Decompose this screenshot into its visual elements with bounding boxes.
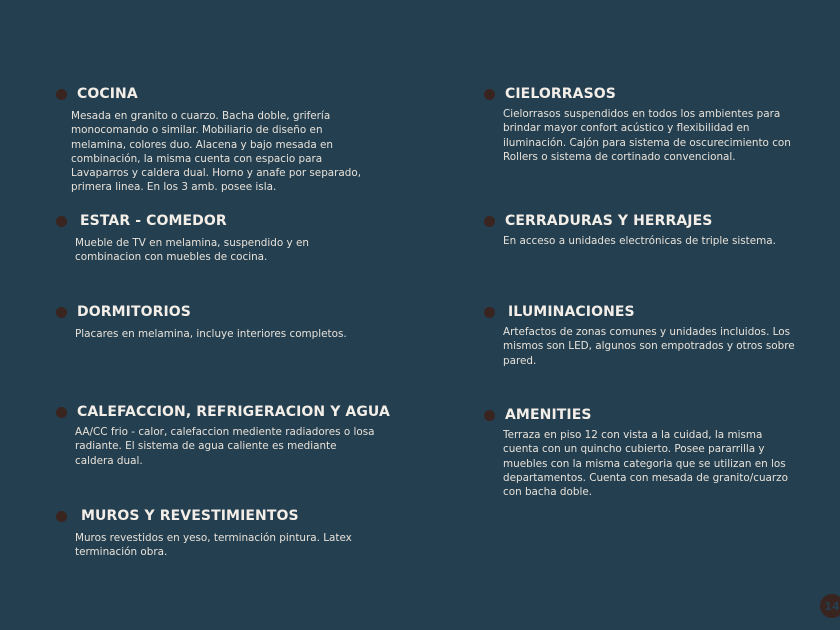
section-heading xyxy=(56,213,378,229)
section-title: ILUMINACIONES xyxy=(508,304,635,320)
section-body: Mesada en granito o cuarzo. Bacha doble, grifería monocomando o similar. Mobiliario de diseño en melamina, colores duo. Alacena y bajo mesada en combinación, la misma cuenta con espacio para Lavaparros y caldera dual. Horno y anafe por separado, primera linea. En los 3 amb. posee isla. xyxy=(71,110,362,194)
section-title: COCINA xyxy=(77,86,138,102)
section-heading xyxy=(56,304,378,320)
section-heading xyxy=(56,508,378,524)
section-body: En acceso a unidades electrónicas de triple sistema. xyxy=(503,235,776,247)
section-title: CALEFACCION, REFRIGERACION Y AGUA xyxy=(77,404,390,420)
bullet-icon xyxy=(56,89,67,100)
section-body: AA/CC frio - calor, calefaccion mediente radiadores o losa radiante. El sistema de agua caliente es mediante caldera dual. xyxy=(75,426,375,467)
section-heading xyxy=(484,304,804,320)
section-body: Muros revestidos en yeso, terminación pintura. Latex terminación obra. xyxy=(75,532,352,559)
section-dormitorios xyxy=(56,304,378,341)
section-title: ESTAR - COMEDOR xyxy=(80,213,227,229)
section-heading xyxy=(56,86,378,102)
section-heading xyxy=(484,407,804,423)
bullet-icon xyxy=(484,410,495,421)
section-heading xyxy=(484,213,804,229)
section-title: AMENITIES xyxy=(505,407,592,423)
bullet-icon xyxy=(56,307,67,318)
section-title: CERRADURAS Y HERRAJES xyxy=(505,213,713,229)
page-number-badge: 14 xyxy=(820,594,840,618)
section-heading xyxy=(484,86,804,102)
section-title: MUROS Y REVESTIMIENTOS xyxy=(81,508,299,524)
bullet-icon xyxy=(484,89,495,100)
bullet-icon xyxy=(484,216,495,227)
section-heading xyxy=(56,404,390,420)
bullet-icon xyxy=(484,307,495,318)
section-cocina xyxy=(56,86,378,195)
section-body: Artefactos de zonas comunes y unidades incluidos. Los mismos son LED, algunos son empotrados y otros sobre pared. xyxy=(503,326,795,367)
section-body: Cielorrasos suspendidos en todos los ambientes para brindar mayor confort acústico y flexibilidad en iluminación. Cajón para sistema de oscurecimiento con Rollers o sistema de cortinado convencional. xyxy=(503,108,791,163)
section-body: Terraza en piso 12 con vista a la cuidad, la misma cuenta con un quincho cubierto. Posee pararrilla y muebles con la misma categoria que se utilizan en los departamentos. Cuenta con mesada de granito/cuarzo con bacha doble. xyxy=(503,429,788,499)
section-iluminaciones xyxy=(484,304,804,368)
bullet-icon xyxy=(56,407,67,418)
bullet-icon xyxy=(56,511,67,522)
section-cerraduras xyxy=(484,213,804,248)
section-estar-comedor xyxy=(56,213,378,265)
section-body: Mueble de TV en melamina, suspendido y en combinacion con muebles de cocina. xyxy=(75,237,309,264)
section-calefaccion xyxy=(56,404,390,468)
section-cielorrasos xyxy=(484,86,804,164)
section-title: CIELORRASOS xyxy=(505,86,616,102)
section-muros xyxy=(56,508,378,560)
section-title: DORMITORIOS xyxy=(77,304,191,320)
section-body: Placares en melamina, incluye interiores completos. xyxy=(75,328,347,340)
section-amenities xyxy=(484,407,804,499)
bullet-icon xyxy=(56,216,67,227)
